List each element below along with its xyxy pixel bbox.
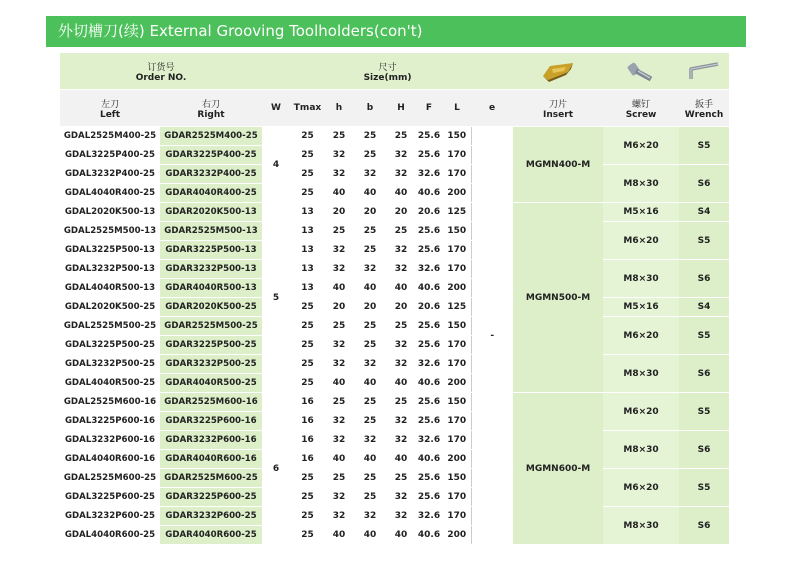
tmax-value: 13: [290, 203, 325, 222]
grooving-insert-icon: [540, 60, 576, 82]
header-row-top: [60, 53, 729, 90]
insert-value: MGMN400-M: [513, 127, 603, 203]
left-en: Left: [99, 109, 121, 120]
b-value: 25: [353, 127, 387, 146]
b-value: 32: [353, 355, 387, 374]
b-value: 25: [353, 146, 387, 165]
F-label: F: [425, 103, 433, 113]
F-value: 25.6: [415, 336, 443, 355]
right-order-no: GDAR3225P500-25: [160, 336, 262, 355]
left-order-no: GDAL3232P600-25: [60, 507, 160, 526]
L-value: 170: [443, 336, 471, 355]
left-order-no: GDAL4040R600-25: [60, 526, 160, 545]
table-row: [60, 469, 729, 488]
table-row: [60, 203, 729, 222]
b-value: 32: [353, 260, 387, 279]
left-order-no: GDAL4040R600-16: [60, 450, 160, 469]
screw-cn: 螺钉: [632, 99, 651, 110]
right-order-no: GDAR3225P600-25: [160, 488, 262, 507]
L-value: 170: [443, 431, 471, 450]
tmax-value: 25: [290, 298, 325, 317]
h-value: 40: [325, 279, 353, 298]
wrench-value: S5: [679, 127, 729, 165]
H-value: 25: [387, 393, 415, 412]
b-value: 32: [353, 165, 387, 184]
wrench-value: S5: [679, 222, 729, 260]
size-header: [262, 53, 513, 90]
table-row: [60, 260, 729, 279]
H-value: 32: [387, 507, 415, 526]
right-order-no: GDAR2525M500-25: [160, 317, 262, 336]
tmax-value: 25: [290, 336, 325, 355]
h-value: 20: [325, 298, 353, 317]
left-order-no: GDAL2020K500-13: [60, 203, 160, 222]
tmax-value: 16: [290, 412, 325, 431]
h-value: 32: [325, 336, 353, 355]
H-value: 25: [387, 469, 415, 488]
left-order-no: GDAL3225P600-16: [60, 412, 160, 431]
table-row: [60, 165, 729, 184]
wrench-value: S6: [679, 355, 729, 393]
tmax-value: 25: [290, 317, 325, 336]
right-order-no: GDAR3232P500-13: [160, 260, 262, 279]
right-order-no: GDAR3232P600-16: [160, 431, 262, 450]
b-value: 25: [353, 241, 387, 260]
H-value: 20: [387, 203, 415, 222]
L-value: 170: [443, 488, 471, 507]
h-value: 32: [325, 146, 353, 165]
right-order-no: GDAR3232P400-25: [160, 165, 262, 184]
tmax-value: 13: [290, 279, 325, 298]
screw-icon: [626, 60, 656, 82]
F-value: 25.6: [415, 222, 443, 241]
L-value: 170: [443, 146, 471, 165]
H-value: 40: [387, 279, 415, 298]
F-value: 40.6: [415, 279, 443, 298]
H-value: 32: [387, 336, 415, 355]
wrench-value: S6: [679, 165, 729, 203]
screw-value: M5×16: [603, 203, 679, 222]
wrench-value: S6: [679, 431, 729, 469]
wrench-value: S5: [679, 317, 729, 355]
right-order-no: GDAR2525M600-25: [160, 469, 262, 488]
tmax-value: 25: [290, 507, 325, 526]
L-value: 170: [443, 355, 471, 374]
header-row-columns: [60, 90, 729, 127]
F-value: 40.6: [415, 526, 443, 545]
tmax-value: 25: [290, 127, 325, 146]
screw-value: M6×20: [603, 393, 679, 431]
left-order-no: GDAL3232P400-25: [60, 165, 160, 184]
tmax-value: 16: [290, 450, 325, 469]
h-value: 25: [325, 469, 353, 488]
F-value: 25.6: [415, 488, 443, 507]
screw-value: M6×20: [603, 469, 679, 507]
L-value: 170: [443, 241, 471, 260]
h-value: 40: [325, 184, 353, 203]
H-value: 32: [387, 431, 415, 450]
H-value: 40: [387, 184, 415, 203]
F-value: 25.6: [415, 241, 443, 260]
screw-value: M6×20: [603, 222, 679, 260]
wrench-value: S6: [679, 260, 729, 298]
w-label: W: [271, 103, 281, 113]
F-value: 20.6: [415, 203, 443, 222]
e-label: e: [488, 103, 496, 113]
left-order-no: GDAL2525M500-13: [60, 222, 160, 241]
tmax-value: 25: [290, 165, 325, 184]
b-value: 40: [353, 279, 387, 298]
b-value: 20: [353, 203, 387, 222]
H-value: 32: [387, 241, 415, 260]
h-value: 25: [325, 127, 353, 146]
h-value: 32: [325, 260, 353, 279]
right-column-header: [160, 90, 262, 127]
left-order-no: GDAL2525M600-25: [60, 469, 160, 488]
right-order-no: GDAR2525M500-13: [160, 222, 262, 241]
F-value: 25.6: [415, 393, 443, 412]
h-value: 40: [325, 526, 353, 545]
h-value: 25: [325, 317, 353, 336]
b-value: 25: [353, 469, 387, 488]
wrench-value: S4: [679, 298, 729, 317]
tmax-value: 25: [290, 146, 325, 165]
F-value: 32.6: [415, 431, 443, 450]
screw-value: M6×20: [603, 317, 679, 355]
tmax-header: [290, 90, 325, 127]
h-value: 32: [325, 507, 353, 526]
table-body: [60, 127, 729, 545]
H-value: 25: [387, 317, 415, 336]
L-value: 200: [443, 184, 471, 203]
size-cn: 尺寸: [378, 62, 397, 73]
wrench-value: S5: [679, 393, 729, 431]
screw-value: M5×16: [603, 298, 679, 317]
right-order-no: GDAR2020K500-25: [160, 298, 262, 317]
right-order-no: GDAR2525M600-16: [160, 393, 262, 412]
tmax-value: 13: [290, 241, 325, 260]
size-en: Size(mm): [363, 72, 412, 83]
H-value: 20: [387, 298, 415, 317]
left-order-no: GDAL3225P400-25: [60, 146, 160, 165]
L-value: 200: [443, 374, 471, 393]
L-value: 150: [443, 469, 471, 488]
left-order-no: GDAL4040R400-25: [60, 184, 160, 203]
insert-header: [513, 90, 603, 127]
tmax-value: 13: [290, 260, 325, 279]
screw-image-cell: [603, 53, 679, 90]
b-value: 25: [353, 336, 387, 355]
left-order-no: GDAL3225P600-25: [60, 488, 160, 507]
right-order-no: GDAR2525M400-25: [160, 127, 262, 146]
L-value: 170: [443, 412, 471, 431]
right-cn: 右刀: [201, 99, 220, 110]
screw-value: M8×30: [603, 260, 679, 298]
h-header: [325, 90, 353, 127]
F-value: 25.6: [415, 317, 443, 336]
tmax-value: 16: [290, 431, 325, 450]
screw-value: M8×30: [603, 431, 679, 469]
screw-header: [603, 90, 679, 127]
F-value: 25.6: [415, 412, 443, 431]
wrench-image-cell: [679, 53, 729, 90]
H-header: [387, 90, 415, 127]
h-value: 40: [325, 450, 353, 469]
tmax-value: 25: [290, 374, 325, 393]
L-value: 170: [443, 260, 471, 279]
left-order-no: GDAL3232P500-25: [60, 355, 160, 374]
F-value: 25.6: [415, 127, 443, 146]
hex-wrench-icon: [687, 60, 721, 82]
screw-value: M8×30: [603, 165, 679, 203]
b-value: 32: [353, 507, 387, 526]
h-value: 25: [325, 393, 353, 412]
H-value: 32: [387, 412, 415, 431]
F-value: 32.6: [415, 165, 443, 184]
w-value: 6: [262, 393, 290, 545]
screw-en: Screw: [625, 109, 657, 120]
tmax-value: 25: [290, 184, 325, 203]
L-value: 200: [443, 450, 471, 469]
F-value: 40.6: [415, 184, 443, 203]
screw-value: M6×20: [603, 127, 679, 165]
wrench-value: S6: [679, 507, 729, 545]
F-value: 25.6: [415, 146, 443, 165]
left-order-no: GDAL2525M400-25: [60, 127, 160, 146]
left-order-no: GDAL2525M600-16: [60, 393, 160, 412]
left-order-no: GDAL2525M500-25: [60, 317, 160, 336]
H-value: 32: [387, 355, 415, 374]
tmax-value: 16: [290, 393, 325, 412]
h-value: 32: [325, 431, 353, 450]
table-row: [60, 298, 729, 317]
F-value: 32.6: [415, 507, 443, 526]
screw-value: M8×30: [603, 355, 679, 393]
H-label: H: [397, 103, 405, 113]
L-value: 150: [443, 127, 471, 146]
insert-value: MGMN600-M: [513, 393, 603, 545]
right-order-no: GDAR3232P600-25: [160, 507, 262, 526]
b-value: 40: [353, 374, 387, 393]
right-order-no: GDAR4040R400-25: [160, 184, 262, 203]
left-order-no: GDAL3232P600-16: [60, 431, 160, 450]
table-row: [60, 507, 729, 526]
right-en: Right: [197, 109, 225, 120]
H-value: 25: [387, 222, 415, 241]
h-value: 40: [325, 374, 353, 393]
right-order-no: GDAR4040R500-13: [160, 279, 262, 298]
left-order-no: GDAL2020K500-25: [60, 298, 160, 317]
table-row: [60, 393, 729, 412]
H-value: 32: [387, 146, 415, 165]
F-value: 20.6: [415, 298, 443, 317]
right-order-no: GDAR4040R500-25: [160, 374, 262, 393]
tmax-value: 25: [290, 488, 325, 507]
b-label: b: [366, 103, 374, 113]
wrench-header: [679, 90, 729, 127]
tmax-label: Tmax: [293, 103, 322, 113]
table-row: [60, 222, 729, 241]
order-no-cn: 订货号: [147, 62, 175, 73]
screw-value: M8×30: [603, 507, 679, 545]
table-row: [60, 355, 729, 374]
right-order-no: GDAR3232P500-25: [160, 355, 262, 374]
right-order-no: GDAR4040R600-25: [160, 526, 262, 545]
h-value: 20: [325, 203, 353, 222]
L-value: 170: [443, 507, 471, 526]
left-order-no: GDAL3225P500-25: [60, 336, 160, 355]
b-value: 32: [353, 431, 387, 450]
order-no-en: Order NO.: [135, 72, 187, 83]
order-no-header: [60, 53, 262, 90]
F-value: 32.6: [415, 260, 443, 279]
L-value: 200: [443, 526, 471, 545]
wrench-value: S5: [679, 469, 729, 507]
H-value: 40: [387, 374, 415, 393]
wrench-value: S4: [679, 203, 729, 222]
h-value: 32: [325, 165, 353, 184]
F-value: 25.6: [415, 469, 443, 488]
b-value: 20: [353, 298, 387, 317]
insert-image-cell: [513, 53, 603, 90]
left-column-header: [60, 90, 160, 127]
H-value: 32: [387, 260, 415, 279]
L-value: 150: [443, 393, 471, 412]
F-value: 32.6: [415, 355, 443, 374]
h-value: 32: [325, 488, 353, 507]
b-value: 40: [353, 450, 387, 469]
H-value: 25: [387, 127, 415, 146]
right-order-no: GDAR2020K500-13: [160, 203, 262, 222]
b-header: [353, 90, 387, 127]
right-order-no: GDAR4040R600-16: [160, 450, 262, 469]
table-row: [60, 431, 729, 450]
H-value: 32: [387, 488, 415, 507]
b-value: 25: [353, 488, 387, 507]
e-header: [471, 90, 513, 127]
tmax-value: 25: [290, 526, 325, 545]
b-value: 25: [353, 222, 387, 241]
b-value: 25: [353, 317, 387, 336]
F-value: 40.6: [415, 374, 443, 393]
left-cn: 左刀: [100, 99, 119, 110]
tmax-value: 25: [290, 469, 325, 488]
insert-value: MGMN500-M: [513, 203, 603, 393]
h-value: 32: [325, 355, 353, 374]
F-value: 40.6: [415, 450, 443, 469]
left-order-no: GDAL3225P500-13: [60, 241, 160, 260]
L-value: 125: [443, 203, 471, 222]
w-value: 4: [262, 127, 290, 203]
grooving-toolholder-table: [60, 53, 729, 545]
tmax-value: 13: [290, 222, 325, 241]
wrench-cn: 扳手: [695, 99, 714, 110]
b-value: 25: [353, 393, 387, 412]
H-value: 40: [387, 526, 415, 545]
h-value: 32: [325, 241, 353, 260]
right-order-no: GDAR3225P400-25: [160, 146, 262, 165]
H-value: 40: [387, 450, 415, 469]
L-value: 150: [443, 222, 471, 241]
left-order-no: GDAL4040R500-25: [60, 374, 160, 393]
L-value: 200: [443, 279, 471, 298]
right-order-no: GDAR3225P600-16: [160, 412, 262, 431]
left-order-no: GDAL4040R500-13: [60, 279, 160, 298]
h-value: 25: [325, 222, 353, 241]
table-row: [60, 127, 729, 146]
L-value: 150: [443, 317, 471, 336]
insert-en: Insert: [543, 109, 574, 120]
h-label: h: [335, 103, 343, 113]
page-title: 外切槽刀(续) External Grooving Toolholders(con't): [46, 16, 746, 47]
e-value: -: [471, 127, 513, 545]
L-value: 170: [443, 165, 471, 184]
H-value: 32: [387, 165, 415, 184]
F-header: [415, 90, 443, 127]
table-row: [60, 317, 729, 336]
insert-cn: 刀片: [549, 99, 568, 110]
b-value: 25: [353, 412, 387, 431]
L-value: 125: [443, 298, 471, 317]
L-label: L: [454, 103, 460, 113]
tmax-value: 25: [290, 355, 325, 374]
b-value: 40: [353, 526, 387, 545]
L-header: [443, 90, 471, 127]
right-order-no: GDAR3225P500-13: [160, 241, 262, 260]
w-value: 5: [262, 203, 290, 393]
w-header: [262, 90, 290, 127]
wrench-en: Wrench: [684, 109, 724, 120]
h-value: 32: [325, 412, 353, 431]
left-order-no: GDAL3232P500-13: [60, 260, 160, 279]
b-value: 40: [353, 184, 387, 203]
